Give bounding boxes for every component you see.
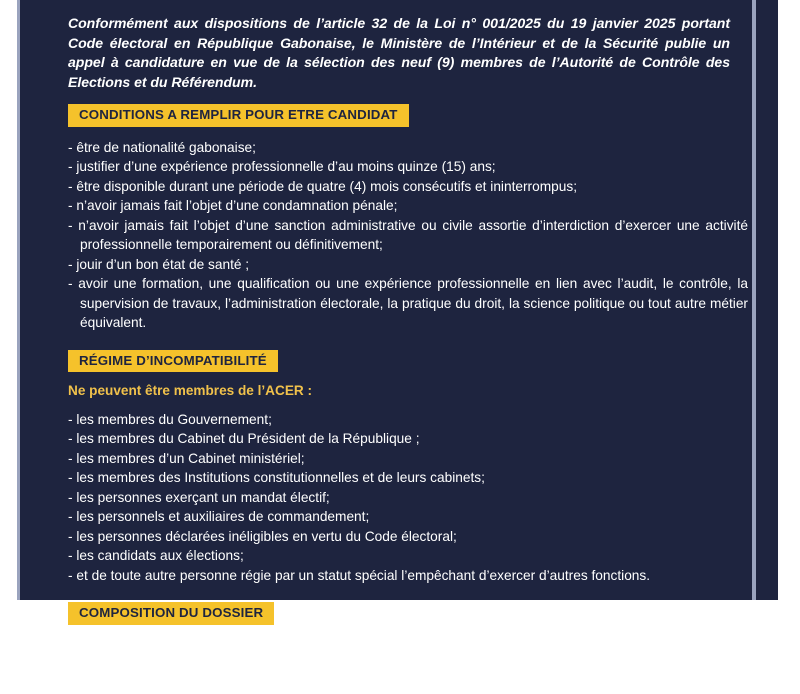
section-incompatibilite-heading: RÉGIME D’INCOMPATIBILITÉ [68,350,278,372]
section-dossier-list [68,636,740,694]
list-item: - les membres du Cabinet du Président de la République ; [68,431,420,447]
list-item: - les personnels et auxiliaires de commandement; [68,509,370,525]
list-item: - justifier d’une expérience professionnelle d’au moins quinze (15) ans; [68,159,496,175]
list-item: - un (1) extrait de casier judiciaire datant de moins de trois (3) mois; [68,676,478,692]
list-item: - les candidats aux élections; [68,548,244,564]
section-incompatibilite [68,350,740,586]
list-item: - n’avoir jamais fait l’objet d’une sanction administrative ou civile assortie d’interdiction d’exercer une activité professionnelle temporairement ou définitivement; [68,217,748,253]
left-vertical-rule [17,0,20,600]
list-item: - être de nationalité gabonaise; [68,139,256,155]
right-white-gutter [778,0,800,600]
section-incompatibilite-list [68,410,740,586]
section-dossier-heading: COMPOSITION DU DOSSIER [68,602,274,624]
list-item: - un (1) Curriculum Vitae (CV); [68,637,253,653]
left-white-gutter [0,0,17,600]
list-item: - les membres des Institutions constitutionnelles et de leurs cabinets; [68,470,485,486]
list-item: - être disponible durant une période de quatre (4) mois consécutifs et ininterrompus; [68,178,577,194]
right-vertical-rule [752,0,756,600]
section-incompatibilite-heading-wrap [68,350,740,372]
section-conditions-heading: CONDITIONS A REMPLIR POUR ETRE CANDIDAT [68,104,409,126]
section-conditions-heading-wrap [68,104,740,126]
intro-paragraph: Conformément aux dispositions de l’article 32 de la Loi n° 001/2025 du 19 janvier 2025 portant Code électoral en République Gabonaise, le Ministère de l’Intérieur et de la Sécurité publie un appel à candidature en vue de la sélection des neuf (9) membres de l’Autorité de Contrôle des Elections et du Référendum. [68,15,730,90]
list-item: - les personnes déclarées inéligibles en vertu du Code électoral; [68,528,457,544]
section-conditions [68,104,748,332]
section-incompatibilite-subtitle: Ne peuvent être membres de l’ACER : [68,382,313,398]
section-dossier [68,602,740,694]
list-item: - les personnes exerçant un mandat électif; [68,489,330,505]
list-item: - les membres du Gouvernement; [68,411,272,427]
list-item: - une (1) copie conforme à l’original de la pièce d’identité; [68,657,415,673]
list-item: - n’avoir jamais fait l’objet d’une condamnation pénale; [68,198,398,214]
list-item: - les membres d’un Cabinet ministériel; [68,450,305,466]
list-item: - avoir une formation, une qualification ou une expérience professionnelle en lien avec l’audit, le contrôle, la supervision de travaux, l’administration électorale, la pratique du droit, la science politique ou tout autre métier équivalent. [68,276,748,331]
poster-content [68,0,748,692]
list-item: - jouir d’un bon état de santé ; [68,256,250,272]
list-item: - et de toute autre personne régie par un statut spécial l’empêchant d’exercer d’autres fonctions. [68,567,651,583]
section-dossier-heading-wrap [68,602,740,624]
section-conditions-list [68,138,748,333]
